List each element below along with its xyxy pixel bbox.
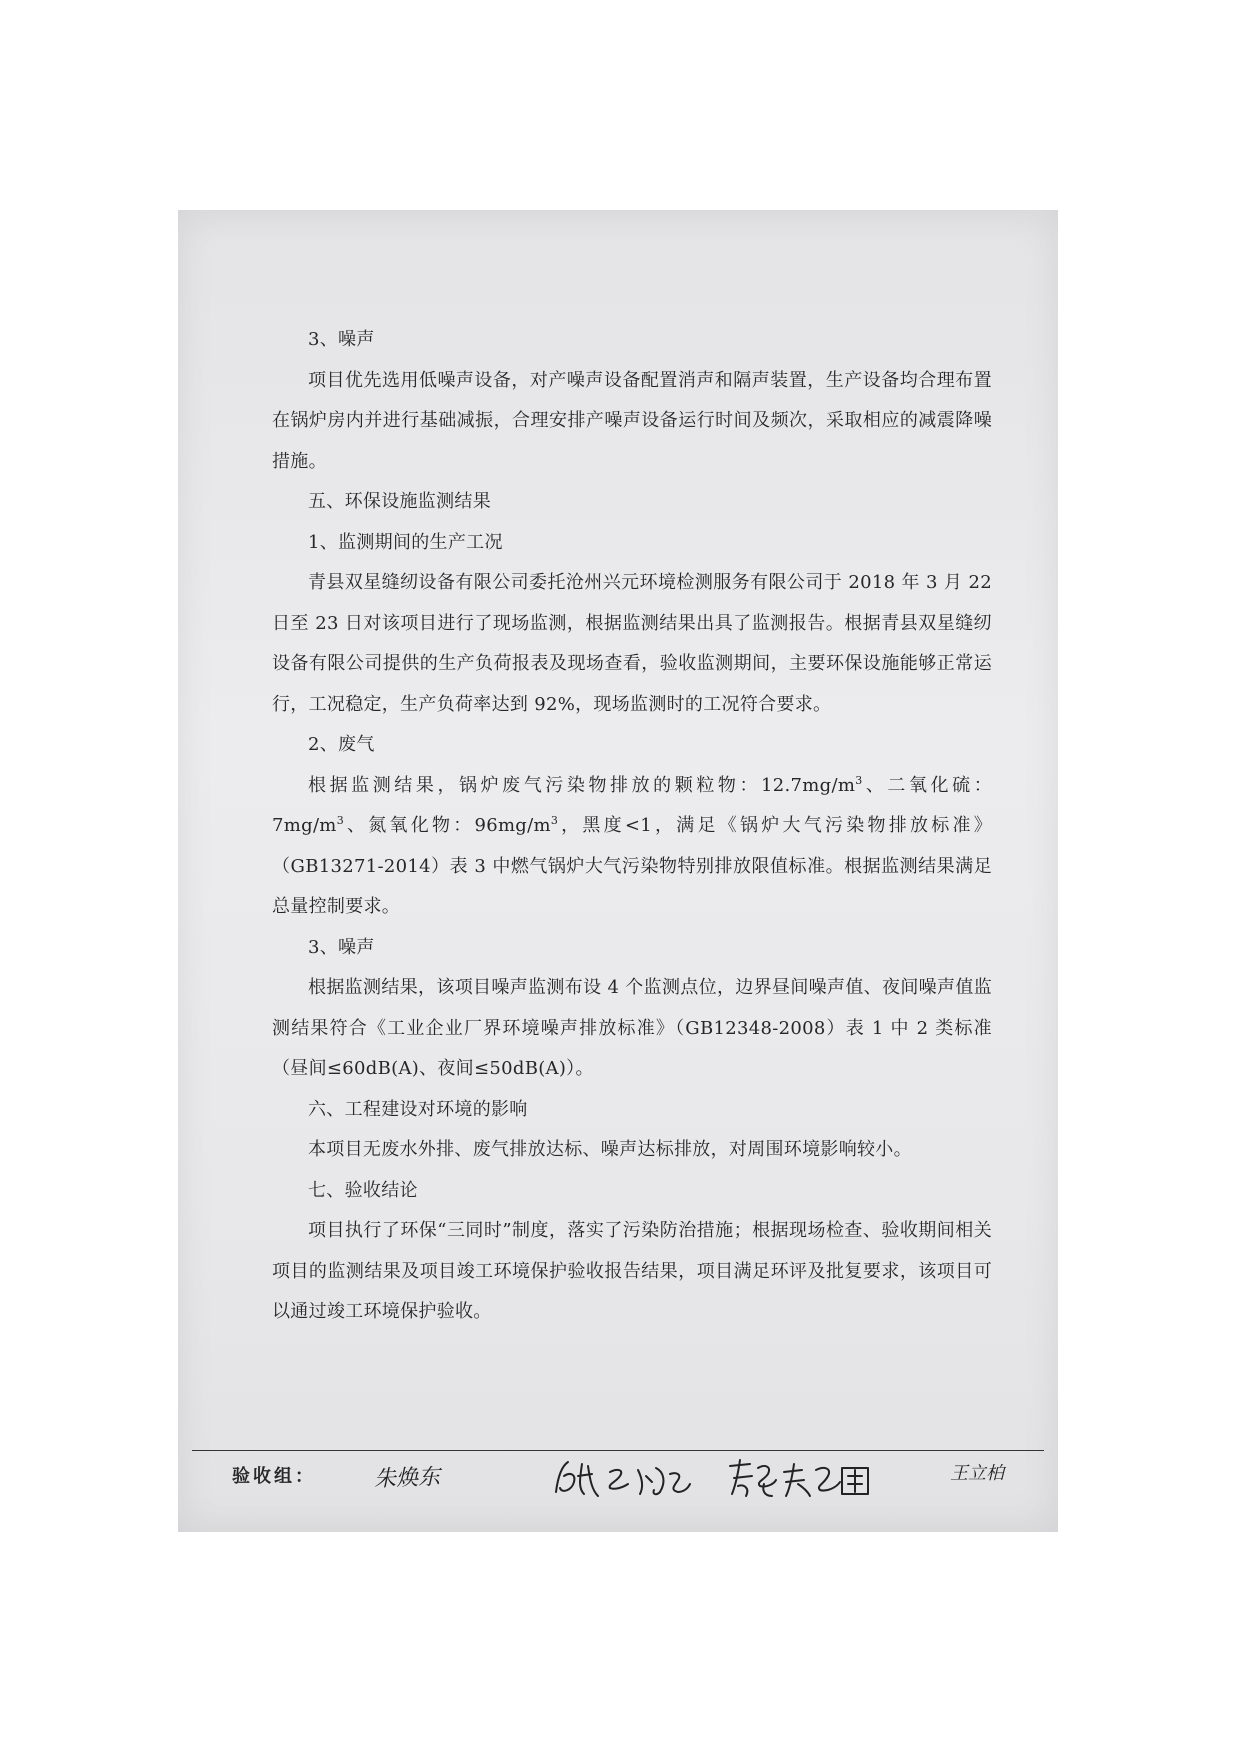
heading-acceptance-conclusion: 七、验收结论 — [308, 1179, 418, 1201]
exhaust-sup-3: 3 — [550, 814, 559, 827]
heading-production-conditions: 1、监测期间的生产工况 — [308, 531, 503, 553]
exhaust-text-3: 、氮氧化物：96mg/m — [344, 815, 551, 836]
paragraph-noise-measures: 项目优先选用低噪声设备，对产噪声设备配置消声和隔声装置，生产设备均合理布置在锅炉房内并进行基础减振，合理安排产噪声设备运行时间及频次，采取相应的减震降噪措施。 — [272, 369, 992, 472]
exhaust-text-2: 、二氧化硫：7mg/m — [272, 774, 993, 836]
exhaust-text-1: 根据监测结果，锅炉废气污染物排放的颗粒物：12.7mg/m — [308, 774, 856, 796]
signature-3-handwritten — [724, 1454, 874, 1504]
paragraph-production-conditions: 青县双星缝纫设备有限公司委托沧州兴元环境检测服务有限公司于 2018 年 3 月 22 日至 23 日对该项目进行了现场监测，根据监测结果出具了监测报告。根据青县双星缝纫设备有限公司提供的生产负荷报表及现场查看，验收监测期间，主要环保设施能够正常运行，工况稳定，生产负荷率达到 92%，现场监测时的工况符合要求。 — [272, 572, 992, 715]
signature-divider — [192, 1450, 1044, 1451]
paragraph-environmental-impact: 本项目无废水外排、废气排放达标、噪声达标排放，对周围环境影响较小。 — [308, 1139, 912, 1160]
paragraph-acceptance-conclusion: 项目执行了环保“三同时”制度，落实了污染防治措施；根据现场检查、验收期间相关项目的监测结果及项目竣工环境保护验收报告结果，项目满足环评及批复要求，该项目可以通过竣工环境保护验收。 — [272, 1220, 992, 1322]
exhaust-sup-2: 3 — [336, 814, 344, 827]
heading-exhaust-gas: 2、废气 — [308, 734, 375, 755]
document-sheet — [178, 210, 1058, 1532]
heading-noise: 3、噪声 — [308, 329, 375, 350]
signature-4: 王立柏 — [950, 1463, 1004, 1484]
signature-2-handwritten — [548, 1454, 698, 1504]
document-body — [272, 320, 992, 1333]
paragraph-exhaust-gas — [272, 766, 992, 928]
exhaust-sup-1: 3 — [855, 773, 863, 787]
heading-environmental-impact: 六、工程建设对环境的影响 — [308, 1098, 528, 1120]
heading-monitoring-results: 五、环保设施监测结果 — [308, 491, 491, 512]
paragraph-noise-results: 根据监测结果，该项目噪声监测布设 4 个监测点位，边界昼间噪声值、夜间噪声值监测结果符合《工业企业厂界环境噪声排放标准》（GB12348-2008）表 1 中 2 类标准（昼间≤60dB(A)、夜间≤50dB(A)）。 — [272, 977, 992, 1079]
signature-1: 朱焕东 — [373, 1464, 441, 1493]
acceptance-group-label: 验收组： — [232, 1466, 316, 1487]
exhaust-text-4: ，黑度<1，满足《锅炉大气污染物排放标准》（GB13271-2014）表 3 中燃气锅炉大气污染物特别排放限值标准。根据监测结果满足总量控制要求。 — [272, 815, 992, 917]
heading-noise-results: 3、噪声 — [308, 936, 375, 958]
